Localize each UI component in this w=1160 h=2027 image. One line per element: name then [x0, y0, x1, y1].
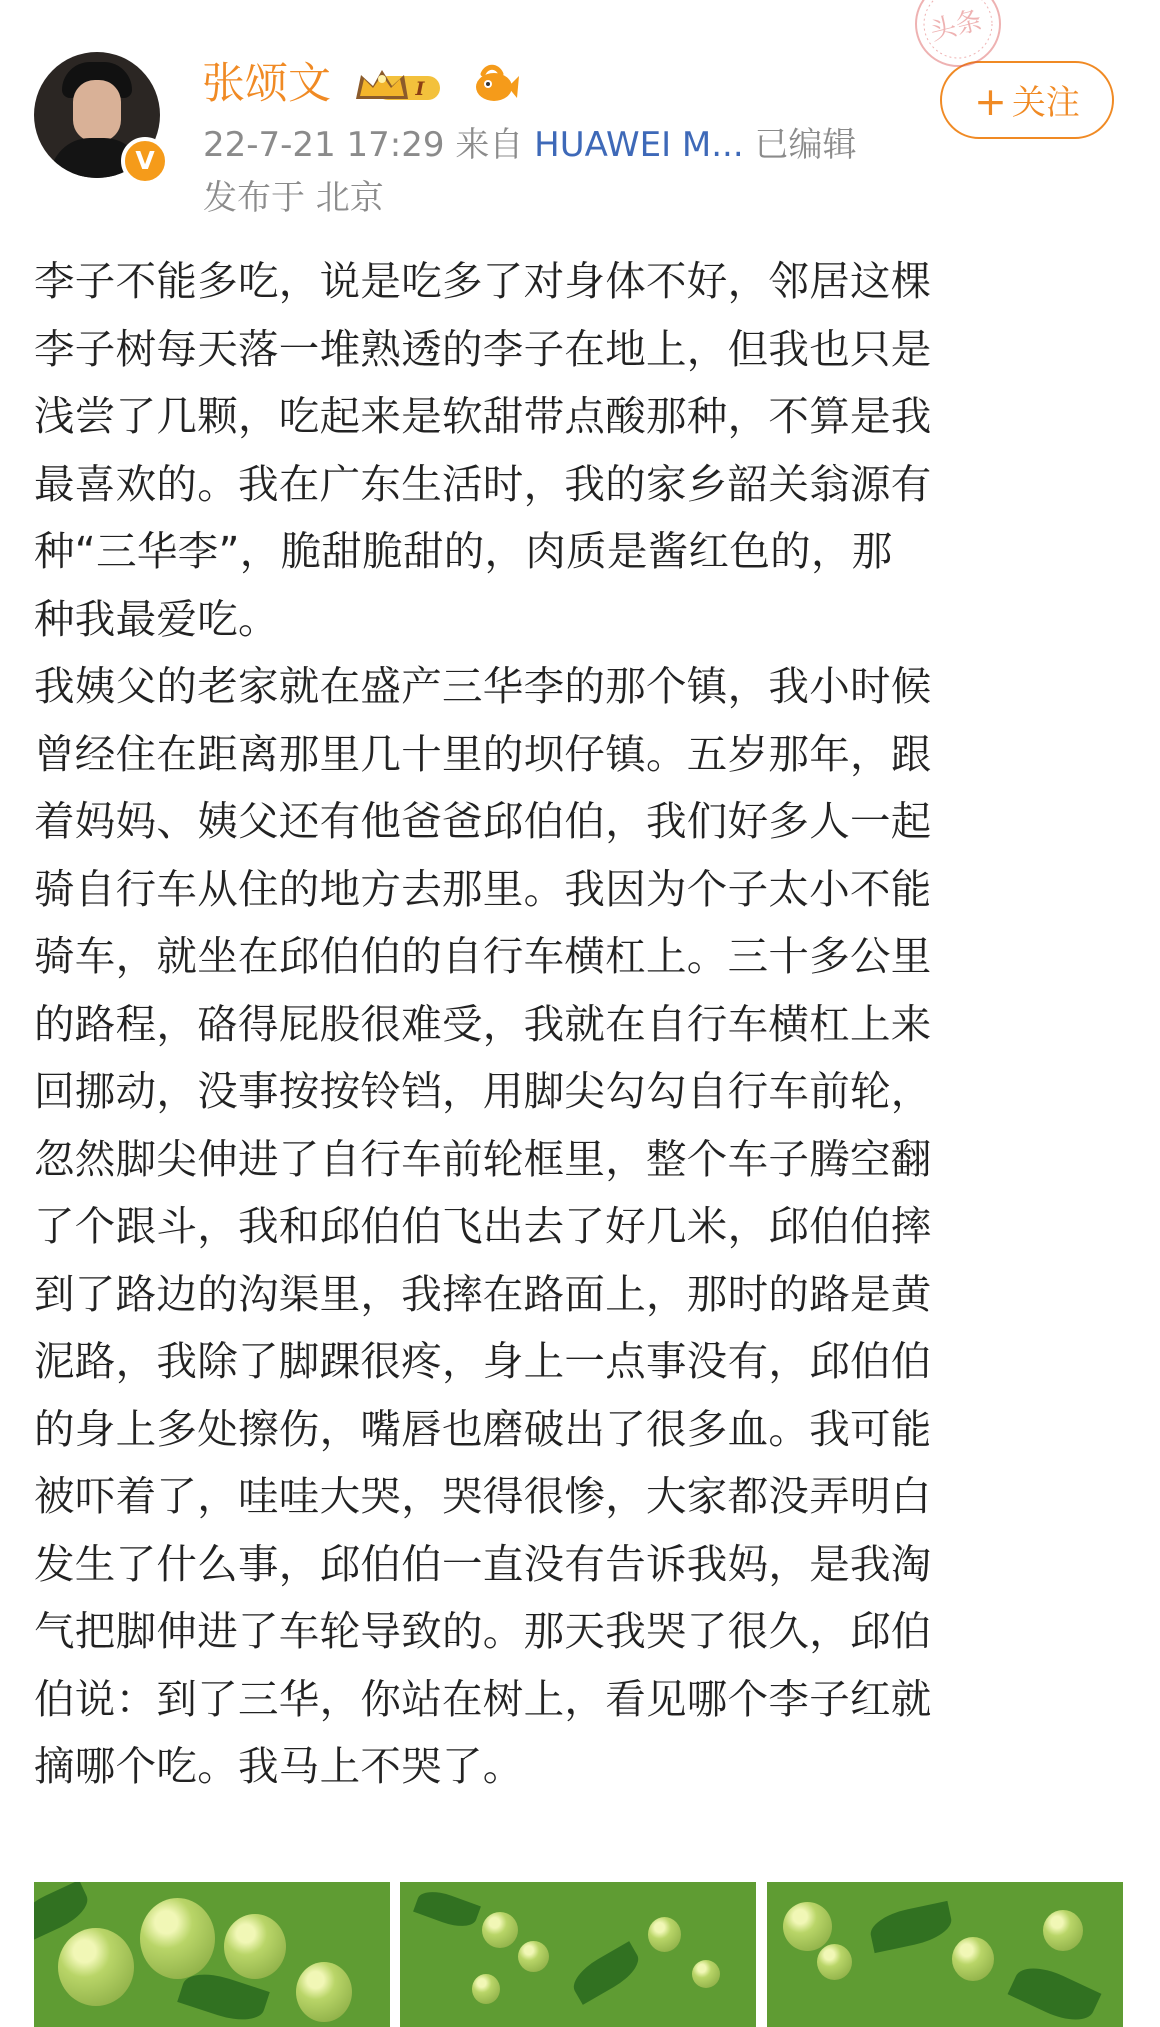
plum-fruit — [952, 1937, 994, 1981]
username[interactable]: 张颂文 — [202, 59, 331, 109]
plum-fruit — [58, 1928, 134, 2006]
device-link[interactable]: HUAWEI M... — [534, 125, 744, 165]
plum-fruit — [783, 1902, 832, 1951]
leaf-shape — [1008, 1958, 1102, 2027]
photo-grid — [34, 1882, 1125, 2027]
plum-fruit — [140, 1898, 215, 1979]
plus-icon: + — [974, 80, 1007, 125]
post-paragraph-1: 李子不能多吃，说是吃多了对身体不好，邻居这棵 李子树每天落一堆熟透的李子在地上，但我也只是 浅尝了几颗，吃起来是软甜带点酸那种，不算是我 最喜欢的。我在广东生活时，我的家乡韶关翁源有 种“三华李”，脆甜脆甜的，肉质是酱红色的，那 种我最爱吃。 — [34, 257, 932, 643]
plum-fruit — [296, 1962, 352, 2022]
plum-fruit — [692, 1960, 720, 1988]
membership-crown-badge-icon — [348, 65, 444, 109]
verified-badge-icon: V — [121, 137, 169, 185]
toutiao-stamp-icon — [884, 0, 1032, 70]
plum-fruit — [224, 1914, 286, 1979]
plum-fruit — [472, 1974, 500, 2004]
plum-fruit — [1043, 1910, 1083, 1951]
crown-badge-text: I — [415, 78, 425, 100]
plum-photo-1[interactable] — [34, 1882, 390, 2027]
avatar-face — [73, 80, 121, 142]
plum-fruit — [817, 1944, 852, 1980]
leaf-shape — [867, 1901, 955, 1953]
leaf-shape — [413, 1885, 481, 1933]
post-header — [0, 0, 1160, 230]
edited-label: 已编辑 — [754, 125, 857, 165]
leaf-shape — [567, 1941, 645, 2005]
fish-badge-icon — [470, 63, 520, 108]
plum-photo-3[interactable] — [767, 1882, 1123, 2027]
plum-fruit — [648, 1917, 681, 1952]
plum-fruit — [482, 1912, 518, 1948]
source-prefix: 来自 — [455, 125, 524, 165]
follow-button[interactable] — [940, 61, 1114, 139]
follow-button-label: 关注 — [1011, 83, 1080, 123]
post-paragraph-2: 我姨父的老家就在盛产三华李的那个镇，我小时候 曾经住在距离那里几十里的坝仔镇。五岁那年，跟 着妈妈、姨父还有他爸爸邱伯伯，我们好多人一起 骑自行车从住的地方去那里。我因为个子太小不能 骑车，就坐在邱伯伯的自行车横杠上。三十多公里 的路程，硌得屁股很难受，我就在自行车横杠上来 回挪动，没事按按铃铛，用脚尖勾勾自行车前轮， 忽然脚尖伸进了自行车前轮框里，整个车子腾空翻 了个跟斗，我和邱伯伯飞出去了好几米，邱伯伯摔 到了路边的沟渠里，我摔在路面上，那时的路是黄 泥路，我除了脚踝很疼，身上一点事没有，邱伯伯 的身上多处擦伤，嘴唇也磨破出了很多血。我可能 被吓着了，哇哇大哭，哭得很惨，大家都没弄明白 发生了什么事，邱伯伯一直没有告诉我妈，是我淘 气把脚伸进了车轮导致的。那天我哭了很久，邱伯 伯说：到了三华，你站在树上，看见哪个李子红就 摘哪个吃。我马上不哭了。 — [34, 662, 932, 1790]
post-time: 22-7-21 17:29 — [203, 125, 445, 165]
post-content — [34, 248, 1124, 1801]
post-meta — [203, 121, 856, 169]
plum-photo-2[interactable] — [400, 1882, 756, 2027]
plum-fruit — [518, 1941, 549, 1972]
stamp-text: 头条 — [927, 5, 985, 48]
post-location: 发布于 北京 — [203, 178, 384, 218]
